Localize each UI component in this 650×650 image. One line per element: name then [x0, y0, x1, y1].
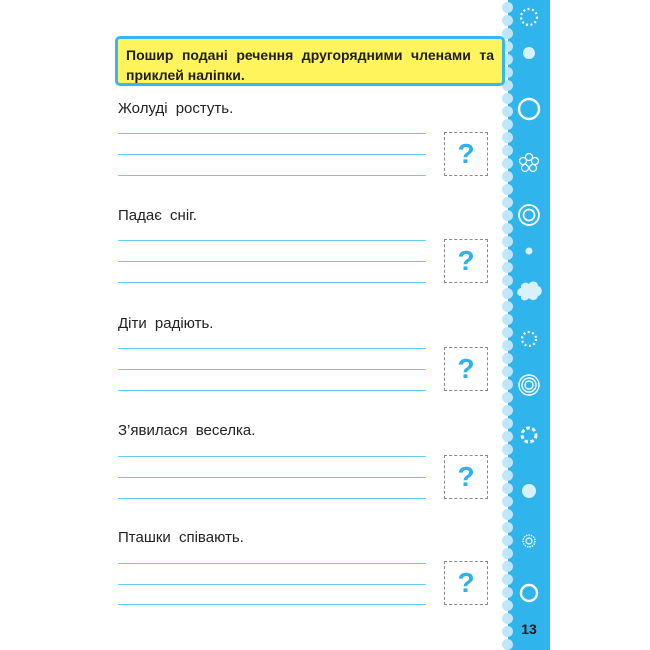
exercise-item [118, 422, 498, 532]
scallop-dot [502, 639, 513, 650]
dot-icon [508, 476, 550, 516]
writing-line[interactable] [118, 604, 426, 605]
writing-line[interactable] [118, 498, 426, 499]
writing-line[interactable] [118, 175, 426, 176]
sticker-placeholder[interactable]: ? [444, 347, 488, 391]
ring-dashed-icon [508, 420, 550, 460]
instruction-box: Пошир подані речення другорядними членами та приклей наліпки. [115, 36, 505, 86]
sticker-placeholder[interactable]: ? [444, 132, 488, 176]
writing-line[interactable] [118, 282, 426, 283]
scallop-dot [502, 132, 513, 143]
exercise-sentence: Діти радіють. [118, 315, 214, 332]
exercise-sentence: Жолуді ростуть. [118, 100, 234, 117]
writing-line[interactable] [118, 261, 426, 262]
cloud-blob-icon [508, 274, 550, 314]
exercise-sentence: Пташки співають. [118, 529, 244, 546]
writing-line[interactable] [118, 348, 426, 349]
writing-line[interactable] [118, 563, 426, 564]
ring-icon [508, 92, 550, 132]
exercise-item [118, 315, 498, 425]
flower-outline-icon [508, 148, 550, 188]
writing-line[interactable] [118, 154, 426, 155]
triple-ring-icon [508, 368, 550, 408]
writing-line[interactable] [118, 584, 426, 585]
exercise-sentence: Падає сніг. [118, 207, 197, 224]
writing-line[interactable] [118, 477, 426, 478]
ring-dotted-icon [508, 324, 550, 364]
ring-icon [508, 578, 550, 618]
dot-icon [508, 38, 550, 78]
small-dot-icon [508, 236, 550, 276]
exercise-item [118, 100, 498, 210]
sun-outline-icon [508, 526, 550, 566]
writing-line[interactable] [118, 369, 426, 370]
writing-line[interactable] [118, 456, 426, 457]
exercise-item [118, 207, 498, 317]
exercise-item [118, 529, 498, 639]
ring-dotted-icon [508, 2, 550, 42]
double-ring-icon [508, 198, 550, 238]
exercise-sentence: З’явилася веселка. [118, 422, 256, 439]
page-number: 13 [521, 621, 537, 637]
writing-line[interactable] [118, 390, 426, 391]
sticker-placeholder[interactable]: ? [444, 455, 488, 499]
sticker-placeholder[interactable]: ? [444, 239, 488, 283]
writing-line[interactable] [118, 240, 426, 241]
writing-line[interactable] [118, 133, 426, 134]
sticker-placeholder[interactable]: ? [444, 561, 488, 605]
